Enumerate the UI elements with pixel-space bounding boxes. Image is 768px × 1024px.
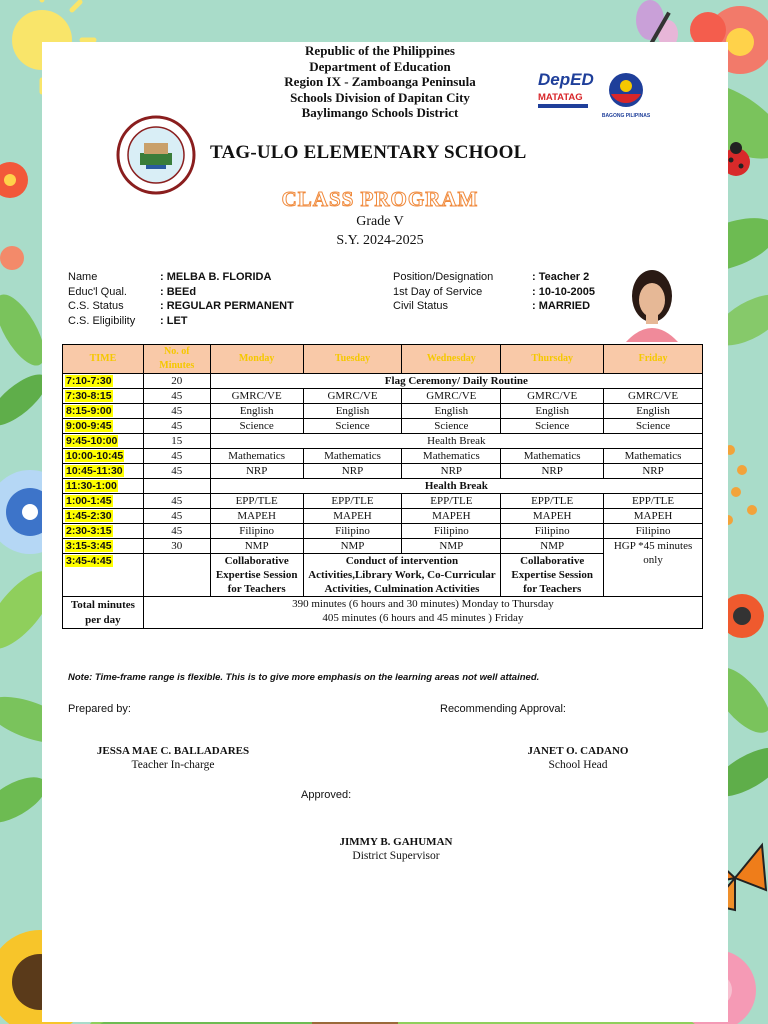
minutes-cell: 45 bbox=[143, 464, 210, 479]
subject-cell: NRP bbox=[402, 464, 501, 479]
subject-cell: English bbox=[210, 404, 303, 419]
civil-status-value: : MARRIED bbox=[532, 300, 591, 312]
subject-cell: Mathematics bbox=[501, 449, 604, 464]
name-value: : MELBA B. FLORIDA bbox=[160, 271, 272, 283]
time-cell: 1:00-1:45 bbox=[63, 494, 144, 509]
subject-cell: Science bbox=[210, 419, 303, 434]
subject-cell: Science bbox=[402, 419, 501, 434]
header-division: Schools Division of Dapitan City bbox=[290, 89, 470, 105]
subject-cell: MAPEH bbox=[210, 509, 303, 524]
subject-cell: GMRC/VE bbox=[303, 389, 402, 404]
time-cell: 7:30-8:15 bbox=[63, 389, 144, 404]
teacher-info-values-left bbox=[160, 270, 294, 328]
time-cell: 8:15-9:00 bbox=[63, 404, 144, 419]
qualification-value: : BEEd bbox=[160, 285, 197, 298]
position-label: Position/Designation bbox=[393, 271, 494, 283]
red-flower-icon bbox=[0, 162, 28, 270]
header-district: Baylimango Schools District bbox=[301, 105, 459, 120]
subject-cell: Mathematics bbox=[604, 449, 703, 464]
teacher-info-labels-left bbox=[68, 270, 135, 328]
table-row bbox=[63, 509, 703, 524]
time-cell: 9:00-9:45 bbox=[63, 419, 144, 434]
activity-cell: Health Break bbox=[210, 479, 702, 494]
subject-cell: EPP/TLE bbox=[303, 494, 402, 509]
monday-session-cell: Collaborative Expertise Session for Teachers bbox=[210, 554, 303, 597]
table-row bbox=[63, 464, 703, 479]
header-wednesday: Wednesday bbox=[402, 345, 501, 374]
intervention-cell: Conduct of intervention Activities,Library Work, Co-Curricular Activities, Culmination Activities bbox=[303, 554, 501, 597]
minutes-cell: 30 bbox=[143, 539, 210, 554]
subject-cell: NRP bbox=[604, 464, 703, 479]
table-row bbox=[63, 597, 703, 629]
cs-eligibility-value: : LET bbox=[160, 314, 188, 327]
time-cell: 7:10-7:30 bbox=[63, 374, 144, 389]
teacher-photo bbox=[612, 266, 692, 342]
document-title: CLASS PROGRAM bbox=[281, 187, 479, 211]
subject-cell: Filipino bbox=[402, 524, 501, 539]
table-row bbox=[63, 479, 703, 494]
subject-cell: NRP bbox=[501, 464, 604, 479]
header-friday: Friday bbox=[604, 345, 703, 374]
document-header bbox=[230, 43, 530, 121]
subject-cell: GMRC/VE bbox=[210, 389, 303, 404]
header-minutes: No. of Minutes bbox=[143, 345, 210, 374]
header-republic: Republic of the Philippines bbox=[305, 43, 455, 58]
activity-cell: Health Break bbox=[210, 434, 702, 449]
header-tuesday: Tuesday bbox=[303, 345, 402, 374]
berry-branch-icon bbox=[723, 445, 757, 525]
subject-cell: Filipino bbox=[210, 524, 303, 539]
subject-cell: EPP/TLE bbox=[501, 494, 604, 509]
subject-cell: NMP bbox=[402, 539, 501, 554]
total-weekdays: 390 minutes (6 hours and 30 minutes) Monday to Thursday bbox=[292, 598, 554, 610]
recommending-label: Recommending Approval: bbox=[440, 703, 566, 715]
subject-cell: MAPEH bbox=[604, 509, 703, 524]
prepared-by-name: JESSA MAE C. BALLADARES bbox=[96, 745, 250, 757]
subject-cell: English bbox=[303, 404, 402, 419]
subject-cell: Science bbox=[303, 419, 402, 434]
minutes-cell: 45 bbox=[143, 419, 210, 434]
bagong-pilipinas-emblem-icon bbox=[606, 70, 646, 108]
name-label: Name bbox=[68, 271, 98, 283]
total-minutes-label: Total minutes per day bbox=[63, 597, 144, 629]
table-row bbox=[63, 539, 703, 554]
time-cell: 1:45-2:30 bbox=[63, 509, 144, 524]
minutes-cell: 45 bbox=[143, 404, 210, 419]
subject-cell: NMP bbox=[501, 539, 604, 554]
civil-status-label: Civil Status bbox=[393, 300, 449, 312]
subject-cell: Science bbox=[501, 419, 604, 434]
minutes-cell: 20 bbox=[143, 374, 210, 389]
activity-cell: Flag Ceremony/ Daily Routine bbox=[210, 374, 702, 389]
subject-cell: MAPEH bbox=[402, 509, 501, 524]
minutes-cell: 45 bbox=[143, 509, 210, 524]
matatag-logo-text: MATATAG bbox=[538, 92, 583, 103]
table-row bbox=[63, 419, 703, 434]
approved-label: Approved: bbox=[301, 789, 352, 801]
approved-role: District Supervisor bbox=[352, 850, 440, 862]
subject-cell: EPP/TLE bbox=[210, 494, 303, 509]
class-schedule-table bbox=[62, 344, 703, 629]
minutes-cell: 45 bbox=[143, 524, 210, 539]
subject-cell: English bbox=[402, 404, 501, 419]
subject-cell: NRP bbox=[303, 464, 402, 479]
subject-cell: GMRC/VE bbox=[604, 389, 703, 404]
subject-cell: GMRC/VE bbox=[501, 389, 604, 404]
prepared-by-label: Prepared by: bbox=[68, 703, 131, 715]
service-value: : 10-10-2005 bbox=[532, 285, 595, 298]
time-cell: 9:45-10:00 bbox=[63, 434, 144, 449]
subject-cell: NRP bbox=[210, 464, 303, 479]
time-cell: 2:30-3:15 bbox=[63, 524, 144, 539]
subject-cell: English bbox=[501, 404, 604, 419]
table-header-row bbox=[63, 345, 703, 374]
table-row bbox=[63, 404, 703, 419]
position-value: : Teacher 2 bbox=[532, 271, 590, 283]
minutes-cell: 45 bbox=[143, 494, 210, 509]
header-thursday: Thursday bbox=[501, 345, 604, 374]
schedule-note: Note: Time-frame range is flexible. This is to give more emphasis on the learning areas not well attained. bbox=[68, 672, 540, 683]
cs-eligibility-label: C.S. Eligibility bbox=[68, 314, 136, 327]
table-row bbox=[63, 374, 703, 389]
time-cell: 10:45-11:30 bbox=[63, 464, 144, 479]
subject-cell: English bbox=[604, 404, 703, 419]
bagong-pilipinas-logo bbox=[600, 70, 652, 119]
subject-cell: MAPEH bbox=[501, 509, 604, 524]
minutes-cell: 45 bbox=[143, 389, 210, 404]
table-row bbox=[63, 389, 703, 404]
subject-cell: NMP bbox=[303, 539, 402, 554]
table-row bbox=[63, 449, 703, 464]
minutes-cell: 45 bbox=[143, 449, 210, 464]
table-row bbox=[63, 524, 703, 539]
deped-logo-text: DepED bbox=[538, 70, 594, 89]
minutes-cell bbox=[143, 554, 210, 597]
subject-cell: NMP bbox=[210, 539, 303, 554]
subject-cell: Mathematics bbox=[402, 449, 501, 464]
school-year: S.Y. 2024-2025 bbox=[336, 233, 424, 248]
school-name: TAG-ULO ELEMENTARY SCHOOL bbox=[210, 142, 527, 163]
subject-cell: Mathematics bbox=[210, 449, 303, 464]
recommending-role: School Head bbox=[548, 759, 608, 771]
qualification-label: Educ'l Qual. bbox=[68, 285, 127, 298]
header-department: Department of Education bbox=[309, 58, 451, 74]
bagong-pilipinas-text: BAGONG PILIPINAS bbox=[601, 113, 651, 119]
subject-cell: EPP/TLE bbox=[604, 494, 703, 509]
total-friday: 405 minutes (6 hours and 45 minutes ) Friday bbox=[322, 612, 524, 624]
school-seal-icon bbox=[116, 115, 196, 195]
cs-status-label: C.S. Status bbox=[68, 300, 124, 312]
subject-cell: MAPEH bbox=[303, 509, 402, 524]
total-minutes-value bbox=[143, 597, 702, 629]
minutes-cell: 15 bbox=[143, 434, 210, 449]
header-time: TIME bbox=[63, 345, 144, 374]
time-cell: 10:00-10:45 bbox=[63, 449, 144, 464]
prepared-by-role: Teacher In-charge bbox=[131, 759, 215, 771]
friday-hgp-cell: HGP *45 minutes only bbox=[604, 539, 703, 597]
subject-cell: Filipino bbox=[604, 524, 703, 539]
table-row bbox=[63, 494, 703, 509]
minutes-cell bbox=[143, 479, 210, 494]
time-cell: 11:30-1:00 bbox=[63, 479, 144, 494]
teacher-info-labels-right bbox=[393, 270, 493, 314]
header-monday: Monday bbox=[210, 345, 303, 374]
thursday-session-cell: Collaborative Expertise Session for Teachers bbox=[501, 554, 604, 597]
subject-cell: Filipino bbox=[501, 524, 604, 539]
deped-matatag-logo bbox=[538, 70, 592, 108]
service-label: 1st Day of Service bbox=[393, 285, 483, 298]
subject-cell: Mathematics bbox=[303, 449, 402, 464]
grade-level: Grade V bbox=[356, 214, 404, 229]
subject-cell: Filipino bbox=[303, 524, 402, 539]
teacher-info-values-right bbox=[532, 270, 595, 314]
time-cell: 3:15-3:45 bbox=[63, 539, 144, 554]
approved-name: JIMMY B. GAHUMAN bbox=[339, 836, 453, 848]
subject-cell: EPP/TLE bbox=[402, 494, 501, 509]
time-cell: 3:45-4:45 bbox=[63, 554, 144, 597]
subject-cell: Science bbox=[604, 419, 703, 434]
cs-status-value: : REGULAR PERMANENT bbox=[160, 300, 294, 312]
subject-cell: GMRC/VE bbox=[402, 389, 501, 404]
recommending-name: JANET O. CADANO bbox=[527, 745, 629, 757]
table-row bbox=[63, 434, 703, 449]
header-region: Region IX - Zamboanga Peninsula bbox=[284, 74, 476, 89]
